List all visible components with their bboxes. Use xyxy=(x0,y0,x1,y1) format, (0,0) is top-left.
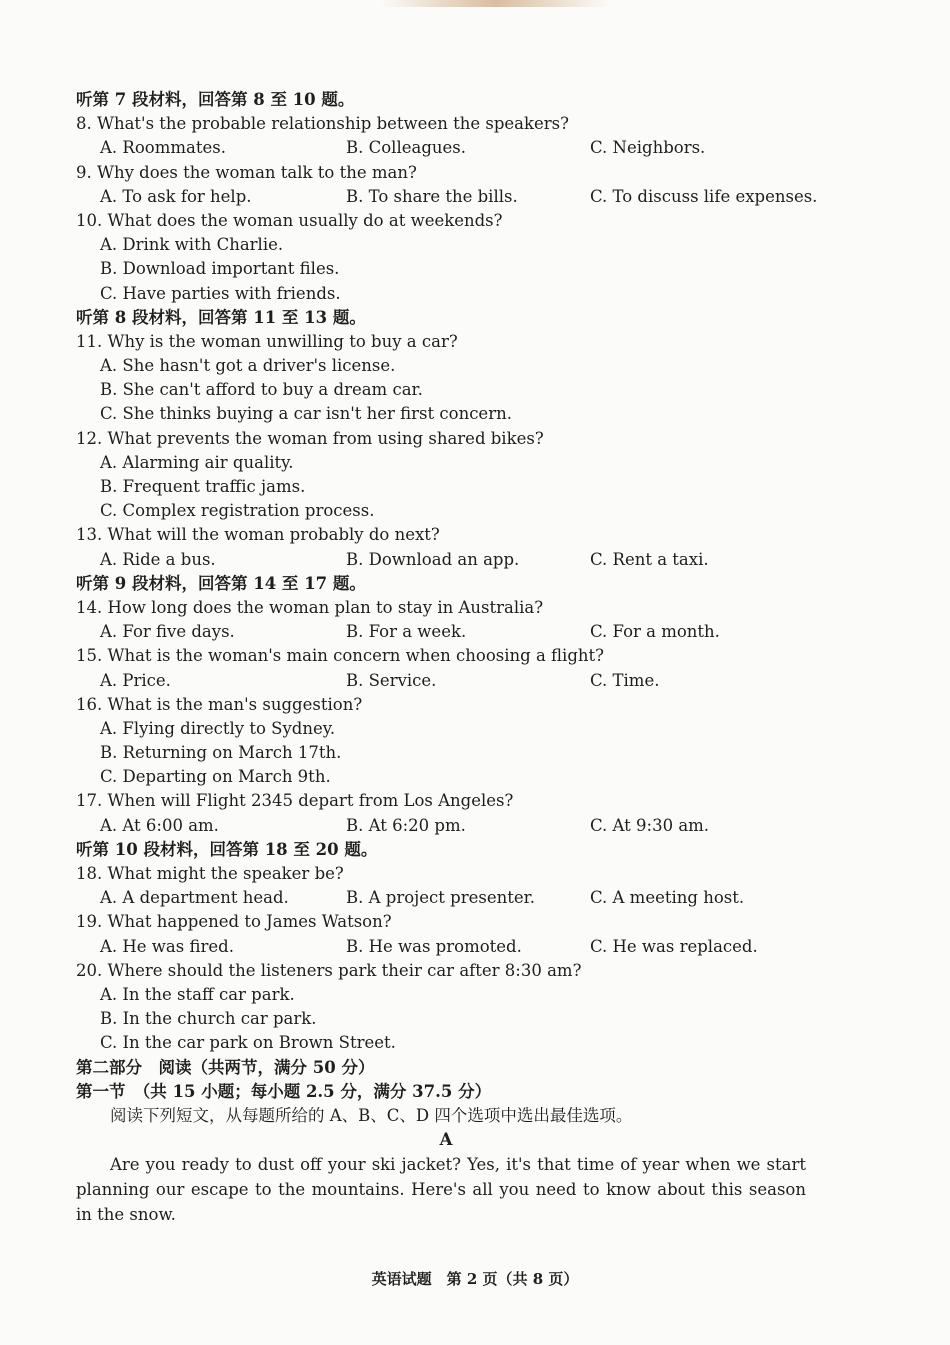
option-b: B. She can't afford to buy a dream car. xyxy=(100,380,423,400)
option-a: A. Flying directly to Sydney. xyxy=(100,718,336,738)
passage-label: A xyxy=(439,1130,453,1150)
section-heading: 听第 9 段材料，回答第 14 至 17 题。 xyxy=(76,573,366,593)
question-stem: 9. Why does the woman talk to the man? xyxy=(76,162,417,182)
page-footer: 英语试题 第 2 页（共 8 页） xyxy=(371,1270,579,1288)
option-c: C. Have parties with friends. xyxy=(100,283,341,303)
question-stem: 18. What might the speaker be? xyxy=(76,864,344,883)
option-a: A. For five days. xyxy=(100,622,235,642)
section-heading: 听第 7 段材料，回答第 8 至 10 题。 xyxy=(76,90,355,109)
option-a: A. In the staff car park. xyxy=(100,984,295,1004)
option-a: A. At 6:00 am. xyxy=(100,815,219,835)
question-stem: 17. When will Flight 2345 depart from Los Angeles? xyxy=(76,791,514,811)
option-b: B. To share the bills. xyxy=(346,186,518,206)
scan-edge-stain xyxy=(380,0,610,7)
section-heading: 听第 10 段材料，回答第 18 至 20 题。 xyxy=(76,839,378,859)
options-row xyxy=(76,935,816,959)
option-a: A. Price. xyxy=(100,670,171,690)
option-c: C. At 9:30 am. xyxy=(590,815,710,835)
option-b: B. In the church car park. xyxy=(100,1009,317,1029)
instruction: 阅读下列短文，从每题所给的 A、B、C、D 四个选项中选出最佳选项。 xyxy=(110,1105,633,1125)
option-b: B. Returning on March 17th. xyxy=(100,743,342,763)
question-stem: 16. What is the man's suggestion? xyxy=(76,694,363,714)
section-title: 第一节 （共 15 小题；每小题 2.5 分，满分 37.5 分） xyxy=(76,1081,492,1101)
option-a: A. She hasn't got a driver's license. xyxy=(100,356,396,376)
option-a: A. A department head. xyxy=(100,888,289,908)
options-row xyxy=(76,814,816,838)
option-c: C. Time. xyxy=(590,670,660,690)
option-c: C. For a month. xyxy=(590,622,720,642)
question-stem: 10. What does the woman usually do at weekends? xyxy=(76,210,503,230)
passage-text: Are you ready to dust off your ski jacket? Yes, it's that time of year when we start planning our escape to the mountains. Here's all you need to know about this season in the snow. xyxy=(76,1155,806,1225)
option-a: A. Ride a bus. xyxy=(100,549,216,569)
option-a: A. To ask for help. xyxy=(100,186,252,206)
question-stem: 8. What's the probable relationship between the speakers? xyxy=(76,114,569,134)
question-stem: 19. What happened to James Watson? xyxy=(76,912,392,932)
option-c: C. She thinks buying a car isn't her first concern. xyxy=(100,404,512,424)
section-heading: 听第 8 段材料，回答第 11 至 13 题。 xyxy=(76,307,366,327)
question-stem: 13. What will the woman probably do next? xyxy=(76,525,440,545)
options-row xyxy=(76,185,816,209)
option-b: B. He was promoted. xyxy=(346,936,522,956)
question-stem: 11. Why is the woman unwilling to buy a car? xyxy=(76,331,458,351)
option-b: B. Frequent traffic jams. xyxy=(100,477,306,496)
part-title: 第二部分 阅读（共两节，满分 50 分） xyxy=(76,1057,375,1077)
exam-page xyxy=(76,88,816,1227)
options-row xyxy=(76,669,816,693)
option-a: A. Roommates. xyxy=(100,138,226,158)
options-row xyxy=(76,548,816,572)
option-b: B. A project presenter. xyxy=(346,888,535,908)
option-c: C. In the car park on Brown Street. xyxy=(100,1033,396,1053)
option-b: B. At 6:20 pm. xyxy=(346,815,466,835)
option-c: C. Neighbors. xyxy=(590,138,706,158)
option-a: A. He was fired. xyxy=(100,936,234,956)
option-c: C. Complex registration process. xyxy=(100,501,375,521)
option-b: B. Colleagues. xyxy=(346,138,466,158)
question-stem: 20. Where should the listeners park their car after 8:30 am? xyxy=(76,960,582,980)
option-b: B. Download important files. xyxy=(100,259,340,279)
question-stem: 14. How long does the woman plan to stay in Australia? xyxy=(76,597,544,617)
option-b: B. For a week. xyxy=(346,622,467,642)
option-a: A. Alarming air quality. xyxy=(100,452,294,472)
options-row xyxy=(76,136,816,160)
option-b: B. Service. xyxy=(346,670,437,690)
option-a: A. Drink with Charlie. xyxy=(100,235,284,255)
option-c: C. To discuss life expenses. xyxy=(590,186,818,206)
options-row xyxy=(76,886,816,910)
option-c: C. Departing on March 9th. xyxy=(100,767,331,787)
option-c: C. Rent a taxi. xyxy=(590,549,709,569)
option-b: B. Download an app. xyxy=(346,549,520,569)
question-stem: 12. What prevents the woman from using shared bikes? xyxy=(76,428,544,448)
question-stem: 15. What is the woman's main concern when choosing a flight? xyxy=(76,646,604,666)
option-c: C. He was replaced. xyxy=(590,936,758,956)
option-c: C. A meeting host. xyxy=(590,888,745,908)
options-row xyxy=(76,620,816,644)
